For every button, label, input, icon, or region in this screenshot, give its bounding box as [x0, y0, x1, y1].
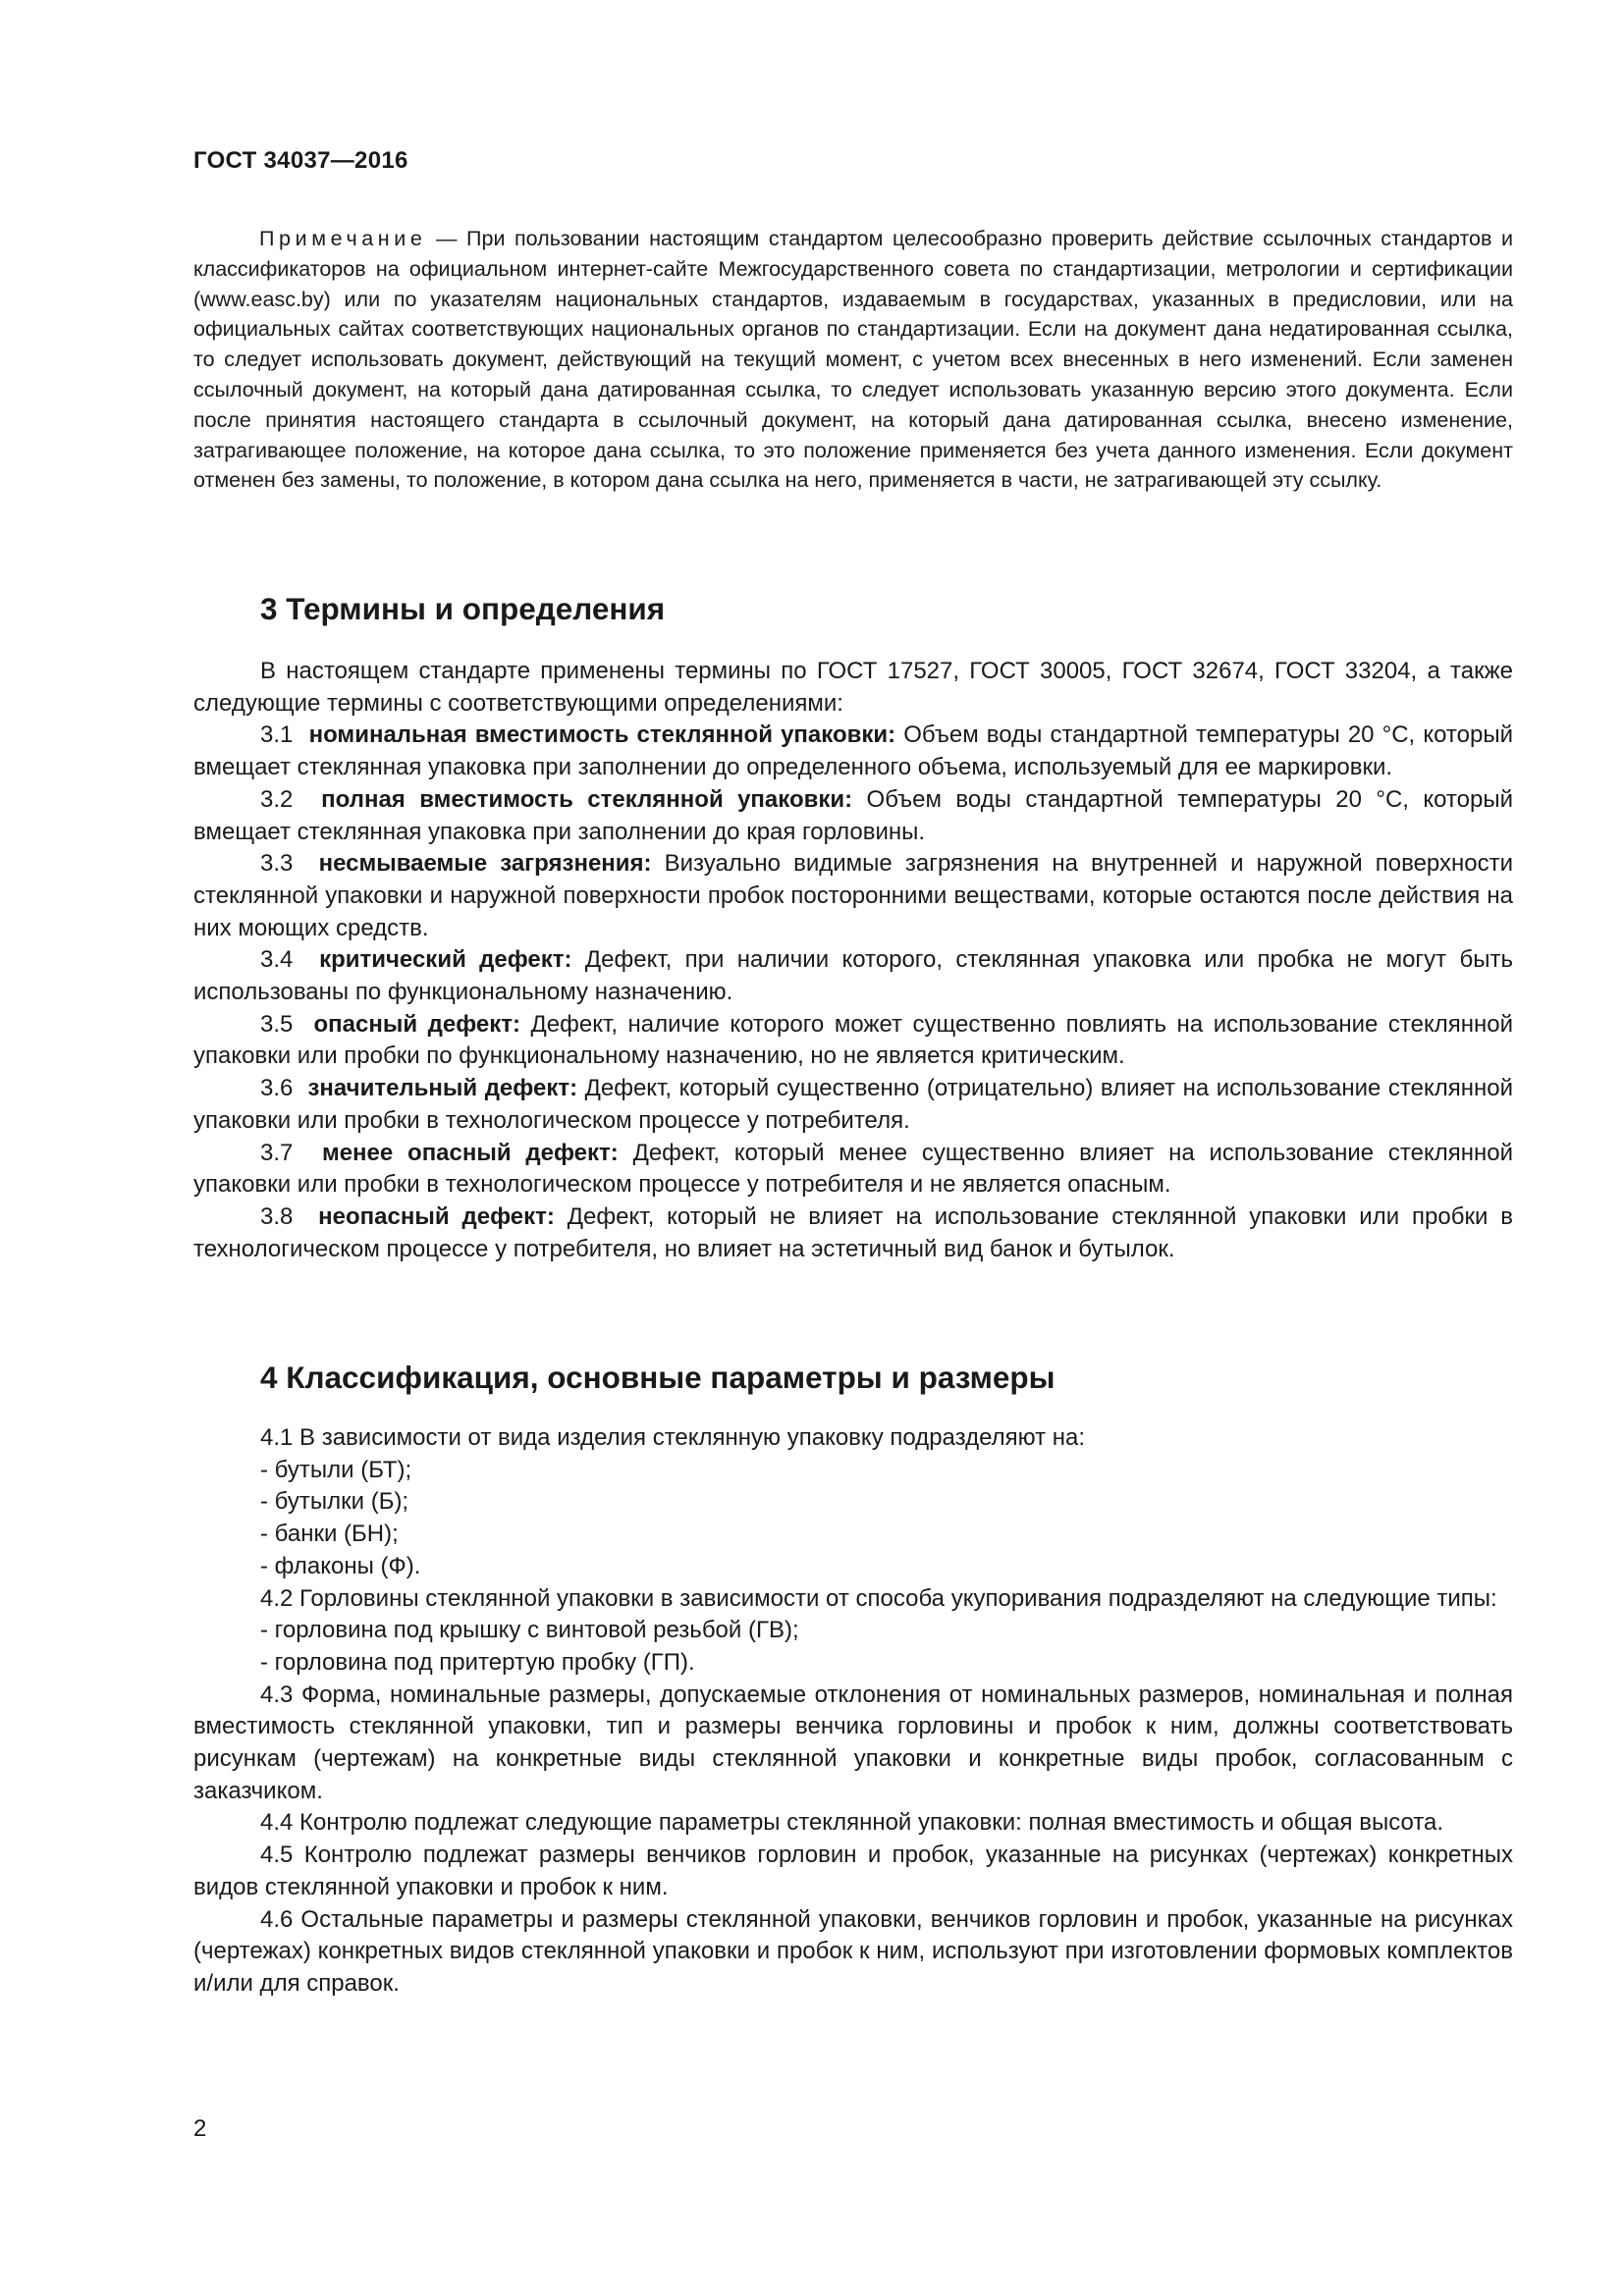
term-item: 3.2 полная вместимость стеклянной упаковки: Объем воды стандартной температуры 20 °С, который вмещает стеклянная упаковка при заполнении до края горловины. — [193, 785, 1513, 845]
list-item: - банки (БН); — [260, 1521, 399, 1548]
paragraph-4-2: 4.2 Горловины стеклянной упаковки в зависимости от способа укупоривания подразделяют на следующие типы: — [260, 1584, 1497, 1612]
term-item: 3.6 значительный дефект: Дефект, который существенно (отрицательно) влияет на использование стеклянной упаковки или пробки в технологическом процессе у потребителя. — [193, 1075, 1513, 1134]
document-header: ГОСТ 34037—2016 — [193, 147, 408, 174]
section-4-title: 4 Классификация, основные параметры и размеры — [260, 1360, 1056, 1395]
note-label: Примечание — [259, 227, 427, 250]
section-3-intro: В настоящем стандарте применены термины по ГОСТ 17527, ГОСТ 30005, ГОСТ 32674, ГОСТ 33204, а также следующие термины с соответствующими определениями: — [193, 658, 1513, 717]
paragraph-4-3: 4.3 Форма, номинальные размеры, допускаемые отклонения от номинальных размеров, номинальная и полная вместимость стеклянной упаковки, тип и размеры венчика горловины и пробок к ним, должны соответствовать рисункам (чертежам) на конкретные виды стеклянной упаковки и конкретные виды пробок, согласованным с заказчиком. — [193, 1681, 1513, 1804]
list-item: - бутыли (БТ); — [260, 1456, 412, 1483]
term-item: 3.5 опасный дефект: Дефект, наличие которого может существенно повлиять на использование стеклянной упаковки или пробки по функциональному назначению, но не является критическим. — [193, 1010, 1513, 1070]
paragraph-4-5: 4.5 Контролю подлежат размеры венчиков горловин и пробок, указанные на рисунках (чертежах) конкретных видов стеклянной упаковки и пробок к ним. — [193, 1842, 1513, 1900]
term-item: 3.3 несмываемые загрязнения: Визуально видимые загрязнения на внутренней и наружной поверхности стеклянной упаковки и наружной поверхности пробок посторонними веществами, которые остаются после действия на них моющих средств. — [193, 850, 1513, 941]
page-number: 2 — [193, 2115, 207, 2142]
section-3-body — [193, 656, 1513, 1265]
term-item: 3.8 неопасный дефект: Дефект, который не влияет на использование стеклянной упаковки или пробки в технологическом процессе у потребителя, но влияет на эстетичный вид банок и бутылок. — [193, 1202, 1514, 1262]
note-paragraph — [193, 224, 1513, 496]
section-3-title: 3 Термины и определения — [260, 591, 666, 626]
section-4-body — [193, 1422, 1513, 2001]
list-item: - горловина под притертую пробку (ГП). — [260, 1648, 695, 1676]
paragraph-4-6: 4.6 Остальные параметры и размеры стеклянной упаковки, венчиков горловин и пробок, указанные на рисунках (чертежах) конкретных видов стеклянной упаковки и пробок к ним, используют при изготовлении формовых комплектов и/или для справок. — [193, 1905, 1513, 1997]
paragraph-4-4: 4.4 Контролю подлежат следующие параметры стеклянной упаковки: полная вместимость и общая высота. — [260, 1809, 1444, 1837]
paragraph-4-1: 4.1 В зависимости от вида изделия стеклянную упаковку подразделяют на: — [260, 1424, 1086, 1451]
list-item: - горловина под крышку с винтовой резьбой (ГВ); — [260, 1617, 799, 1644]
list-item: - бутылки (Б); — [260, 1488, 409, 1516]
note-text: — При пользовании настоящим стандартом целесообразно проверить действие ссылочных стандартов и классификаторов на официальном интернет-сайте Межгосударственного совета по стандартизации, метрологии и сертификации (www.easc.by) или по указателям национальных стандартов, издаваемым в государствах, указанных в предисловии, или на официальных сайтах соответствующих национальных органов по стандартизации. Если на документ дана недатированная ссылка, то следует использовать документ, действующий на текущий момент, с учетом всех внесенных в него изменений. Если заменен ссылочный документ, на который дана датированная ссылка, то следует использовать указанную версию этого документа. Если после принятия настоящего стандарта в ссылочный документ, на который дана датированная ссылка, внесено изменение, затрагивающее положение, на которое дана ссылка, то это положение применяется без учета данного изменения. Если документ отменен без замены, то положение, в котором дана ссылка на него, применяется в части, не затрагивающей эту ссылку. — [193, 227, 1513, 493]
term-item: 3.1 номинальная вместимость стеклянной упаковки: Объем воды стандартной температуры 20 °С, который вмещает стеклянная упаковка при заполнении до определенного объема, используемый для ее маркировки. — [193, 721, 1513, 781]
term-item: 3.7 менее опасный дефект: Дефект, который менее существенно влияет на использование стеклянной упаковки или пробки в технологическом процессе у потребителя и не является опасным. — [193, 1139, 1513, 1199]
term-item: 3.4 критический дефект: Дефект, при наличии которого, стеклянная упаковка или пробка не могут быть использованы по функциональному назначению. — [193, 946, 1513, 1006]
list-item: - флаконы (Ф). — [260, 1552, 421, 1579]
